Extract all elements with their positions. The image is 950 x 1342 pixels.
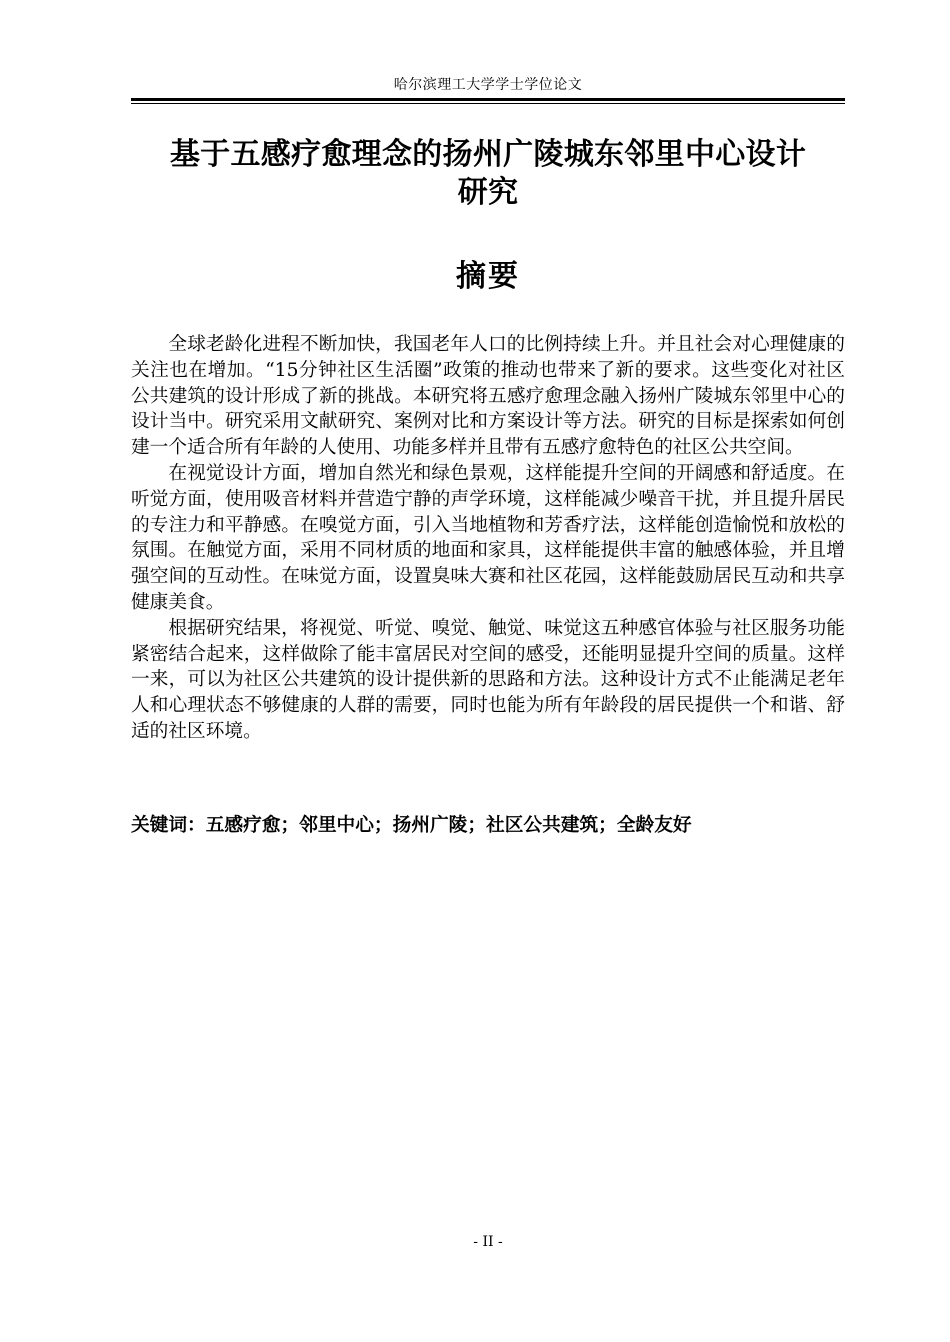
- running-header: 哈尔滨理工大学学士学位论文: [393, 77, 583, 93]
- abstract-paragraph-2: 在视觉设计方面，增加自然光和绿色景观，这样能提升空间的开阔感和舒适度。在听觉方面，使用吸音材料并营造宁静的声学环境，这样能减少噪音干扰，并且提升居民的专注力和平静感。在嗅觉方面，引入当地植物和芳香疗法，这样能创造愉悦和放松的氛围。在触觉方面，采用不同材质的地面和家具，这样能提供丰富的触感体验，并且增强空间的互动性。在味觉方面，设置臭味大赛和社区花园，这样能鼓励居民互动和共享健康美食。: [131, 462, 845, 613]
- abstract-paragraph-1: 全球老龄化进程不断加快，我国老年人口的比例持续上升。并且社会对心理健康的关注也在增加。“15分钟社区生活圈”政策的推动也带来了新的要求。这些变化对社区公共建筑的设计形成了新的挑战。本研究将五感疗愈理念融入扬州广陵城东邻里中心的设计当中。研究采用文献研究、案例对比和方案设计等方法。研究的目标是探索如何创建一个适合所有年龄的人使用、功能多样并且带有五感疗愈特色的社区公共空间。: [131, 334, 845, 459]
- thesis-title-line-1: 基于五感疗愈理念的扬州广陵城东邻里中心设计: [169, 137, 807, 172]
- thesis-title: [131, 136, 845, 212]
- page-number: - II -: [473, 1234, 503, 1250]
- header-rule-thin: [131, 103, 845, 104]
- thesis-title-line-2: 研究: [457, 175, 519, 210]
- header-rule-thick: [131, 98, 845, 101]
- abstract-paragraph-3: 根据研究结果，将视觉、听觉、嗅觉、触觉、味觉这五种感官体验与社区服务功能紧密结合起来，这样做除了能丰富居民对空间的感受，还能明显提升空间的质量。这样一来，可以为社区公共建筑的设计提供新的思路和方法。这种设计方式不止能满足老年人和心理状态不够健康的人群的需要，同时也能为所有年龄段的居民提供一个和谐、舒适的社区环境。: [131, 617, 845, 742]
- abstract-heading: 摘要: [456, 259, 520, 294]
- keywords-line: 关键词：五感疗愈；邻里中心；扬州广陵；社区公共建筑；全龄友好: [131, 815, 692, 836]
- abstract-body: [131, 332, 845, 745]
